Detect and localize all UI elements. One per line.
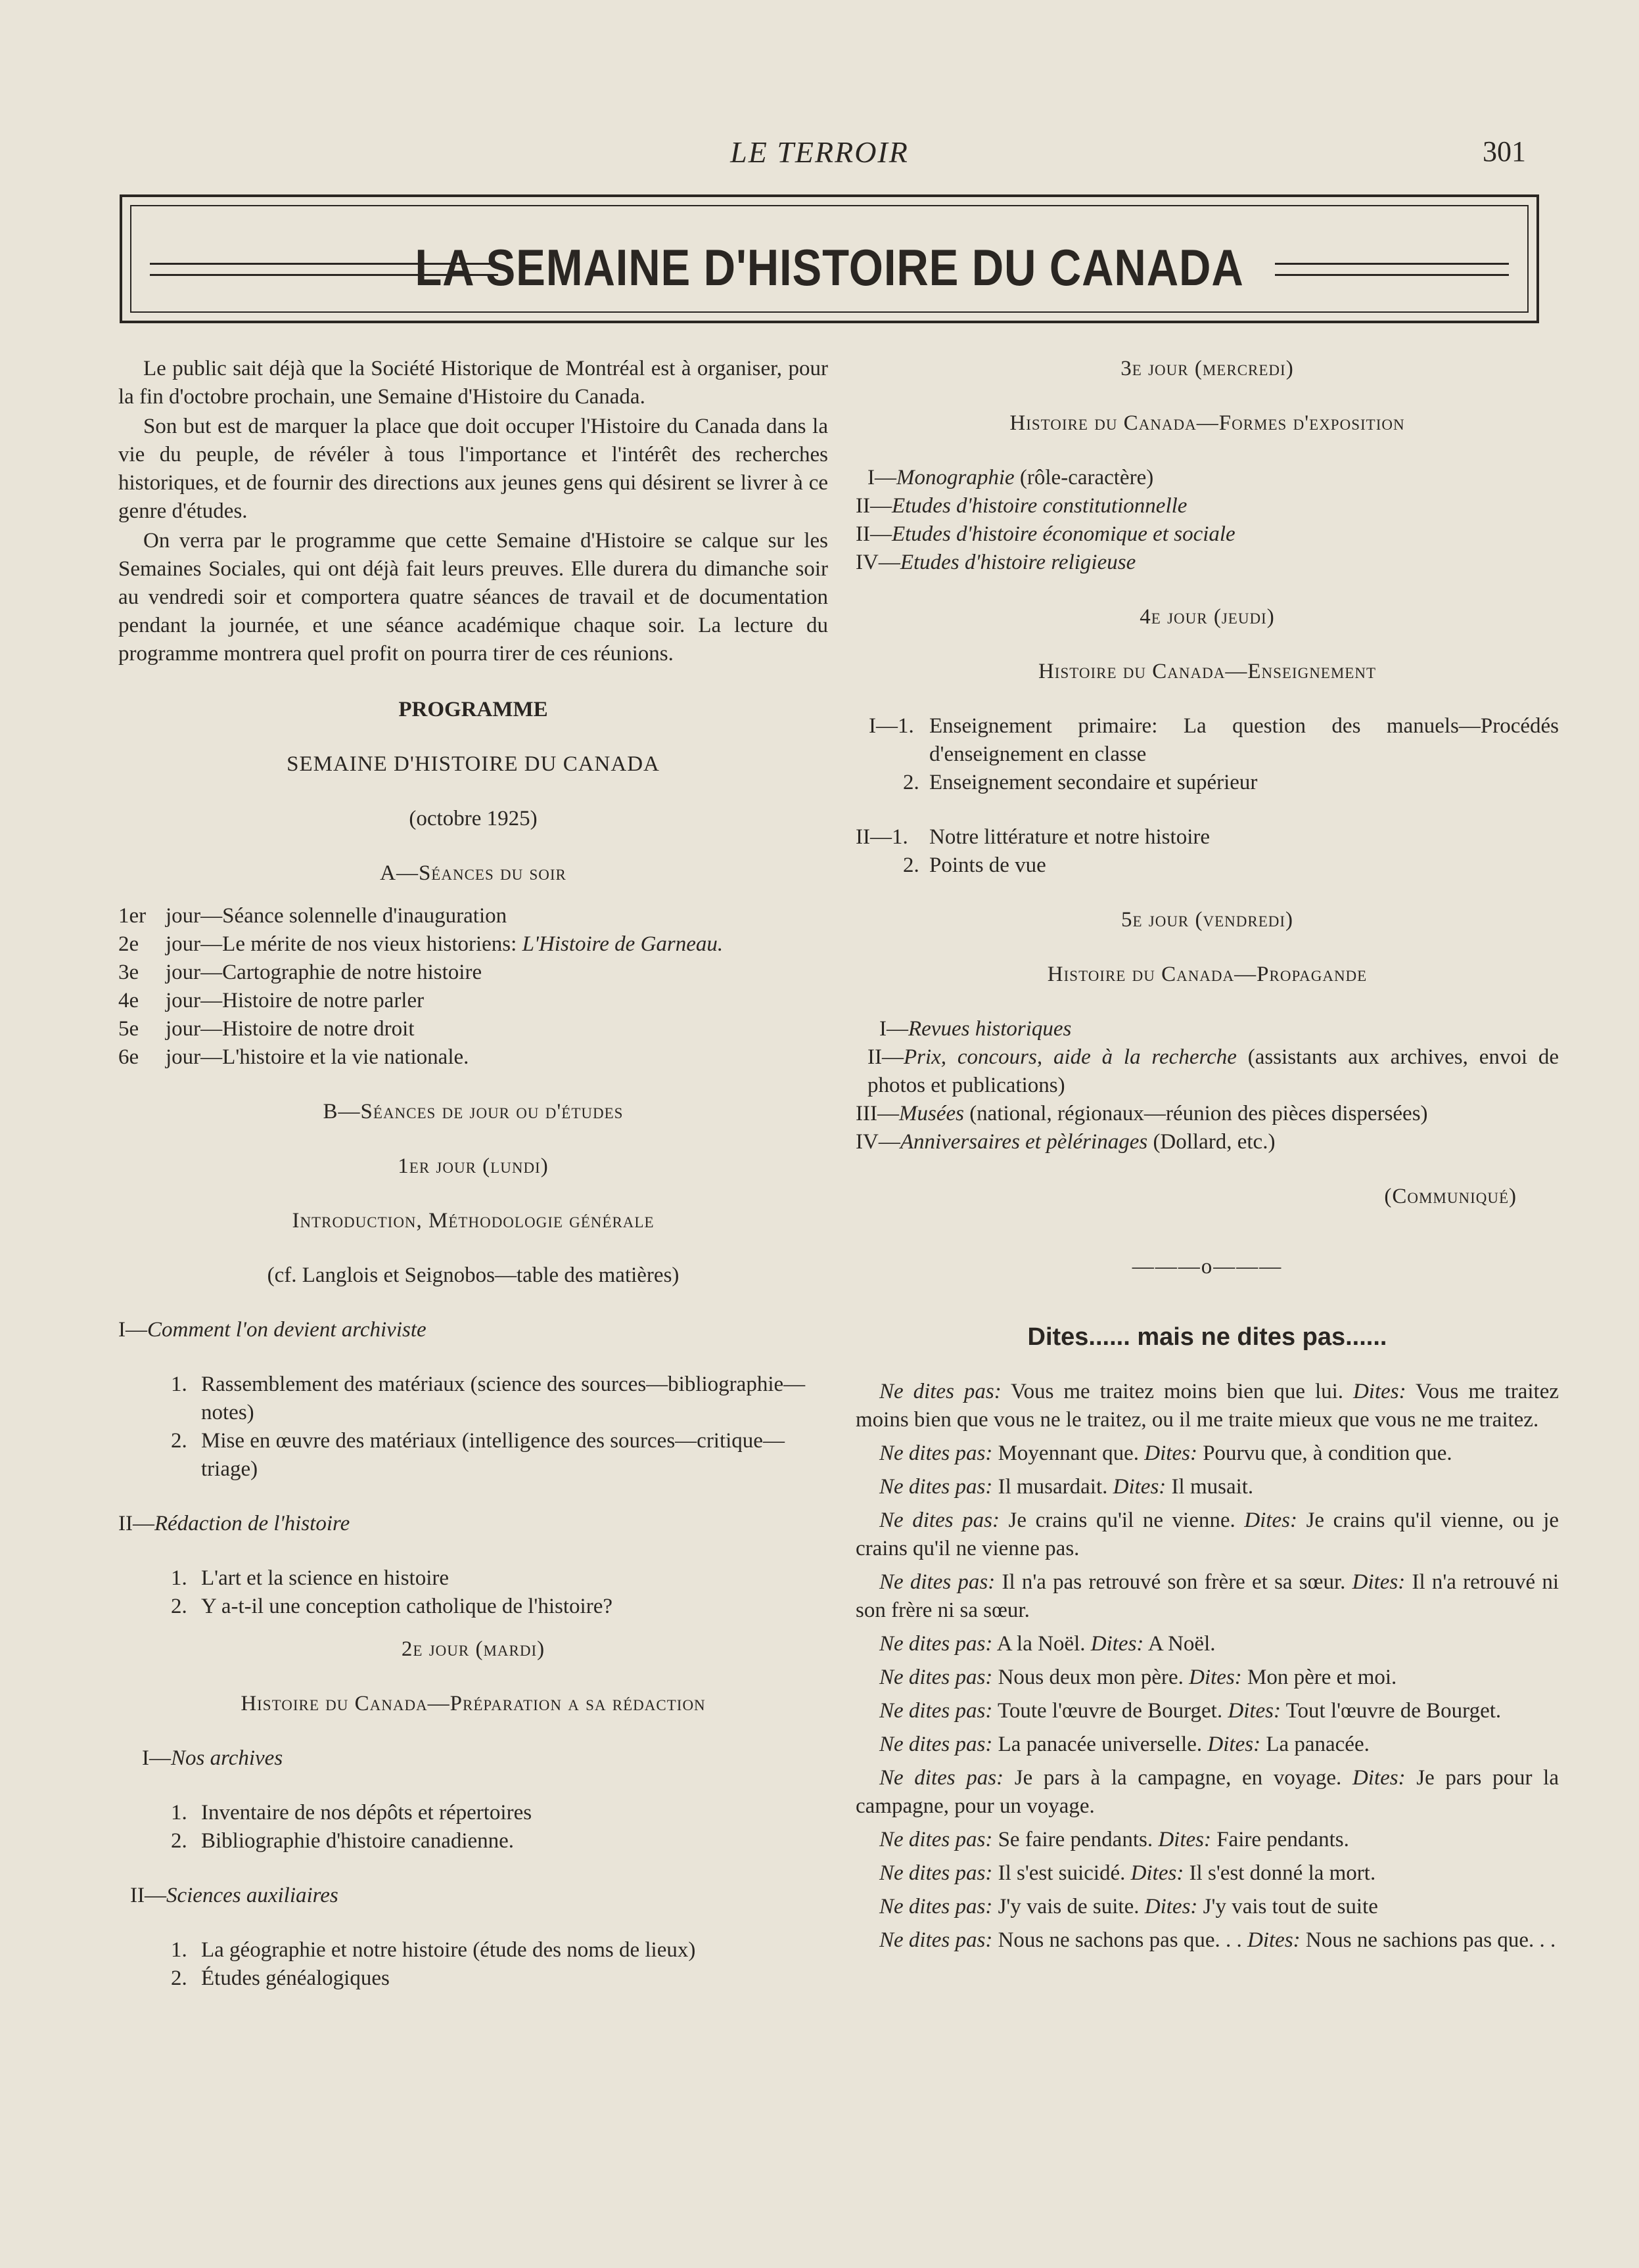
correct-form: Il musait. [1171,1475,1254,1499]
evening-day: 3e [118,961,139,984]
day3-item: IV—Etudes d'histoire religieuse [856,551,1136,574]
dites-entry [856,1630,1559,1658]
ne-dites-pas-label: Ne dites pas: [879,1570,996,1594]
dites-label: Dites: [1113,1475,1166,1499]
evening-row [118,959,828,987]
wrong-form: La panacée universelle. [998,1733,1203,1756]
page-number: 301 [1483,135,1526,168]
dites-entry [856,1826,1559,1854]
section-separator: ———o——— [1132,1255,1283,1279]
day3-item: II—Etudes d'histoire économique et sociale [856,522,1235,546]
wrong-form: Il n'a pas retrouvé son frère et sa sœur. [1002,1570,1346,1594]
ne-dites-pas-label: Ne dites pas: [879,1666,993,1689]
wrong-form: Je pars à la campagne, en voyage. [1014,1766,1342,1790]
dites-entry [856,1664,1559,1692]
programme-date: (octobre 1925) [409,807,538,830]
correct-form: Nous ne sachions pas que. . . [1305,1928,1556,1952]
wrong-form: Nous deux mon père. [998,1666,1184,1689]
day2-title: 2e jour (mardi) [401,1637,545,1661]
evening-day: 2e [118,932,139,956]
correct-form: Faire pendants. [1216,1828,1349,1851]
evening-day: 6e [118,1045,139,1069]
correct-form: Je pars pour la campagne, pour un voyage. [856,1766,1559,1818]
day4-item: I—1. Enseignement primaire: La question des manuels—Procédés d'enseignement en classe [869,714,1559,766]
dites-entry [856,1440,1559,1468]
wrong-form: Nous ne sachons pas que. . . [998,1928,1242,1952]
day5-item: I—Revues historiques [879,1017,1072,1041]
dites-label: Dites: [1144,1441,1197,1465]
dites-label: Dites: [1189,1666,1242,1689]
dites-label: Dites: [1352,1570,1406,1594]
day3-topic: Histoire du Canada—Formes d'exposition [1009,411,1405,435]
dites-label: Dites: [1158,1828,1211,1851]
running-title: LE TERROIR [730,135,909,169]
correct-form: La panacée. [1266,1733,1370,1756]
ne-dites-pas-label: Ne dites pas: [879,1699,993,1723]
day2-part1-heading: I—Nos archives [142,1746,283,1770]
evening-text: jour—Histoire de notre parler [166,989,425,1012]
intro-paragraph: Le public sait déjà que la Société Historique de Montréal est à organiser, pour la fin d'octobre prochain, une Semaine d'Histoire du Canada. [118,357,828,409]
article-title: LA SEMAINE D'HISTOIRE DU CANADA [415,238,1244,296]
correct-form: Mon père et moi. [1247,1666,1397,1689]
dites-entry [856,1568,1559,1625]
evening-text: jour—Cartographie de notre histoire [166,961,482,984]
dites-label: Dites: [1352,1380,1406,1403]
evening-row [118,930,828,959]
correct-form: Pourvu que, à condition que. [1203,1441,1452,1465]
day3-item: II—Etudes d'histoire constitutionnelle [856,494,1188,518]
ne-dites-pas-label: Ne dites pas: [879,1828,993,1851]
day5-title: 5e jour (vendredi) [1120,908,1294,932]
ne-dites-pas-label: Ne dites pas: [879,1895,993,1918]
wrong-form: Il musardait. [998,1475,1108,1499]
correct-form: Vous me traitez moins bien que vous ne le traitez, ou il me traite mieux que vous ne me traitez. [856,1380,1559,1432]
title-box-inner-border [130,205,1529,313]
day1-part1-item: 1. Rassemblement des matériaux (science des sources—bibliographie—notes) [171,1372,806,1424]
day3-title: 3e jour (mercredi) [1120,357,1294,380]
day5-topic: Histoire du Canada—Propagande [1047,963,1368,986]
dites-label: Dites: [1090,1632,1144,1656]
dites-entry [856,1764,1559,1821]
wrong-form: Se faire pendants. [998,1828,1153,1851]
day1-part1-heading: I—Comment l'on devient archiviste [118,1318,427,1342]
intro-paragraph: Son but est de marquer la place que doit occuper l'Histoire du Canada dans la vie du peuple, de révéler à tous l'importance et l'intérêt des recherches historiques, et de fournir des directions aux jeunes gens qui désirent se livrer à ce genre d'études. [118,415,828,523]
ne-dites-pas-label: Ne dites pas: [879,1441,993,1465]
evening-row [118,902,828,930]
evening-day: 1er [118,904,147,928]
day2-part1-item: 1. Inventaire de nos dépôts et répertoires [171,1801,532,1825]
ne-dites-pas-label: Ne dites pas: [879,1861,993,1885]
evening-text: jour—L'histoire et la vie nationale. [166,1045,469,1069]
programme-subheading: SEMAINE D'HISTOIRE DU CANADA [287,752,660,776]
wrong-form: Moyennant que. [998,1441,1140,1465]
section-a-heading: A—Séances du soir [380,861,566,885]
ne-dites-pas-label: Ne dites pas: [879,1928,993,1952]
dites-label: Dites: [1244,1508,1297,1532]
evening-day: 5e [118,1017,139,1041]
communique-signature: (Communiqué) [1384,1185,1517,1208]
right-column [856,355,1559,1960]
dites-entry [856,1473,1559,1501]
correct-form: Il s'est donné la mort. [1189,1861,1376,1885]
evening-text: jour—Séance solennelle d'inauguration [166,904,507,928]
wrong-form: A la Noël. [996,1632,1086,1656]
ne-dites-pas-label: Ne dites pas: [879,1766,1004,1790]
title-box [120,194,1539,323]
dites-entry [856,1926,1559,1955]
evening-row [118,1043,828,1072]
dites-label: Dites: [1130,1861,1184,1885]
dites-label: Dites: [1207,1733,1261,1756]
ne-dites-pas-label: Ne dites pas: [879,1733,993,1756]
ne-dites-pas-label: Ne dites pas: [879,1475,993,1499]
dites-entry [856,1378,1559,1434]
day1-part2-item: 1. L'art et la science en histoire [171,1566,450,1590]
day2-part2-item: 2. Études généalogiques [171,1966,390,1990]
day4-title: 4e jour (jeudi) [1140,605,1275,629]
dites-label: Dites: [1144,1895,1198,1918]
wrong-form: Toute l'œuvre de Bourget. [997,1699,1223,1723]
left-column [118,355,828,1993]
wrong-form: Je crains qu'il ne vienne. [1008,1508,1235,1532]
intro-paragraph: On verra par le programme que cette Semaine d'Histoire se calque sur les Semaines Sociales, qui ont déjà fait leurs preuves. Elle durera du dimanche soir au vendredi soir et comportera quatre séances de travail et de documentation pendant la journée, et une séance académique chaque soir. La lecture du programme montrera quel profit on pourra tirer de ces réunions. [118,529,828,666]
wrong-form: Il s'est suicidé. [998,1861,1126,1885]
ne-dites-pas-label: Ne dites pas: [879,1380,1002,1403]
correct-form: Tout l'œuvre de Bourget. [1285,1699,1502,1723]
dites-list [856,1378,1559,1955]
evening-day: 4e [118,989,139,1012]
ne-dites-pas-label: Ne dites pas: [879,1508,1000,1532]
evening-text-italic: L'Histoire de Garneau. [522,932,724,956]
dites-label: Dites: [1247,1928,1301,1952]
day1-reference: (cf. Langlois et Seignobos—table des matières) [267,1263,680,1287]
dites-entry [856,1731,1559,1759]
day1-part1-item: 2. Mise en œuvre des matériaux (intelligence des sources—critique—triage) [171,1429,785,1481]
day5-item: III—Musées (national, régionaux—réunion des pièces dispersées) [856,1102,1428,1125]
dites-label: Dites: [1352,1766,1406,1790]
day4-item: 2. Points de vue [903,853,1046,877]
correct-form: A Noël. [1147,1632,1216,1656]
correct-form: J'y vais tout de suite [1203,1895,1378,1918]
day2-part1-item: 2. Bibliographie d'histoire canadienne. [171,1829,515,1853]
evening-row [118,1015,828,1043]
wrong-form: Vous me traitez moins bien que lui. [1011,1380,1344,1403]
day2-part2-heading: II—Sciences auxiliaires [130,1884,338,1907]
dites-entry [856,1859,1559,1888]
evening-text: jour—Histoire de notre droit [166,1017,415,1041]
day1-title: 1er jour (lundi) [398,1154,549,1178]
day1-part2-heading: II—Rédaction de l'histoire [118,1512,350,1535]
dites-label: Dites: [1228,1699,1281,1723]
ne-dites-pas-label: Ne dites pas: [879,1632,993,1656]
section-b-heading: B—Séances de jour ou d'études [323,1100,624,1123]
dites-entry [856,1507,1559,1563]
day4-item: 2. Enseignement secondaire et supérieur [903,771,1258,794]
evening-text: jour—Le mérite de nos vieux historiens: L'Histoire de Garneau. [166,932,724,956]
day1-part2-item: 2. Y a-t-il une conception catholique de l'histoire? [171,1595,613,1618]
dites-heading: Dites...... mais ne dites pas...... [1027,1323,1387,1351]
day5-item: II—Prix, concours, aide à la recherche (assistants aux archives, envoi de photos et publications) [867,1045,1559,1097]
correct-form: Je crains qu'il vienne, ou je crains qu'il ne vienne pas. [856,1508,1559,1560]
day4-topic: Histoire du Canada—Enseignement [1038,660,1377,683]
day3-item: I—Monographie (rôle-caractère) [867,466,1154,489]
day4-item: II—1. Notre littérature et notre histoire [856,825,1211,849]
day1-topic: Introduction, Méthodologie générale [292,1209,655,1233]
day5-item: IV—Anniversaires et pèlérinages (Dollard, etc.) [856,1130,1276,1154]
day2-topic: Histoire du Canada—Préparation a sa rédaction [241,1692,706,1715]
correct-form: Il n'a retrouvé ni son frère ni sa sœur. [856,1570,1559,1622]
programme-heading: PROGRAMME [398,698,548,721]
wrong-form: J'y vais de suite. [998,1895,1140,1918]
dites-entry [856,1697,1559,1725]
day2-part2-item: 1. La géographie et notre histoire (étude des noms de lieux) [171,1938,696,1962]
evening-row [118,987,828,1015]
dites-entry [856,1893,1559,1921]
